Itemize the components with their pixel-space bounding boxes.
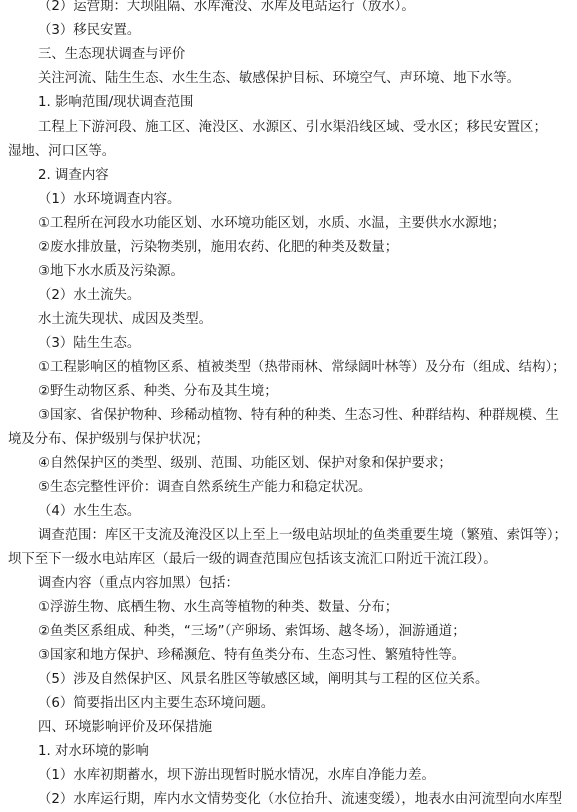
text-line: （1）水环境调查内容。 [38, 192, 181, 207]
section-heading: 三、生态现状调查与评价 [38, 47, 186, 62]
text-line: ③国家、省保护物种、珍稀动植物、特有种的种类、生态习性、种群结构、种群规模、生 [38, 408, 559, 423]
text-line: 境及分布、保护级别与保护状况； [8, 432, 209, 447]
text-line: 湿地、河口区等。 [8, 144, 116, 159]
text-line: （2）运营期：大坝阻隔、水库淹没、水库及电站运行（放水）。 [38, 0, 415, 14]
text-line: 工程上下游河段、施工区、淹没区、水源区、引水渠沿线区域、受水区；移民安置区； [38, 120, 547, 135]
text-line: （4）水生生态。 [38, 504, 141, 519]
text-line: ②鱼类区系组成、种类，“三场”（产卵场、索饵场、越冬场），洄游通道； [38, 624, 466, 639]
text-line: ⑤生态完整性评价：调查自然系统生产能力和稳定状况。 [38, 480, 372, 495]
text-line: （1）水库初期蓄水，坝下游出现暂时脱水情况，水库自净能力差。 [38, 768, 435, 783]
text-line: （6）简要指出区内主要生态环境问题。 [38, 696, 275, 711]
subsection-heading: 1. 对水环境的影响 [38, 744, 149, 759]
text-line: 调查内容（重点内容加黑）包括： [38, 576, 239, 591]
text-line: （3）移民安置。 [38, 23, 141, 38]
text-line: ③国家和地方保护、珍稀濒危、特有鱼类分布、生态习性、繁殖特性等。 [38, 648, 466, 663]
subsection-heading: 1. 影响范围/现状调查范围 [38, 95, 194, 110]
text-line: 水土流失现状、成因及类型。 [38, 312, 213, 327]
text-line: 关注河流、陆生生态、水生生态、敏感保护目标、环境空气、声环境、地下水等。 [38, 71, 521, 86]
text-line: （2）水库运行期，库内水文情势变化（水位抬升、流速变缓），地表水由河流型向水库型 [38, 792, 563, 807]
text-line: （5）涉及自然保护区、风景名胜区等敏感区域，阐明其与工程的区位关系。 [38, 672, 489, 687]
text-line: （2）水土流失。 [38, 288, 141, 303]
text-line: ②废水排放量，污染物类别，施用农药、化肥的种类及数量； [38, 240, 399, 255]
section-heading: 四、环境影响评价及环保措施 [38, 720, 213, 735]
text-line: ③地下水水质及污染源。 [38, 264, 184, 279]
text-line: ①工程所在河段水功能区划、水环境功能区划，水质、水温，主要供水水源地； [38, 216, 506, 231]
text-line: 调查范围：库区干支流及淹没区以上至上一级电站坝址的鱼类重要生境（繁殖、索饵等）； [38, 528, 567, 543]
text-line: （3）陆生生态。 [38, 336, 141, 351]
text-line: ②野生动物区系、种类、分布及其生境； [38, 384, 278, 399]
text-line: 坝下至下一级水电站库区（最后一级的调查范围应包括该支流汇口附近干流江段）。 [8, 552, 497, 567]
text-line: ④自然保护区的类型、级别、范围、功能区划、保护对象和保护要求； [38, 456, 452, 471]
text-line: ①浮游生物、底栖生物、水生高等植物的种类、数量、分布； [38, 600, 399, 615]
subsection-heading: 2. 调查内容 [38, 168, 109, 183]
text-line: ①工程影响区的植物区系、植被类型（热带雨林、常绿阔叶林等）及分布（组成、结构）； [38, 360, 566, 375]
